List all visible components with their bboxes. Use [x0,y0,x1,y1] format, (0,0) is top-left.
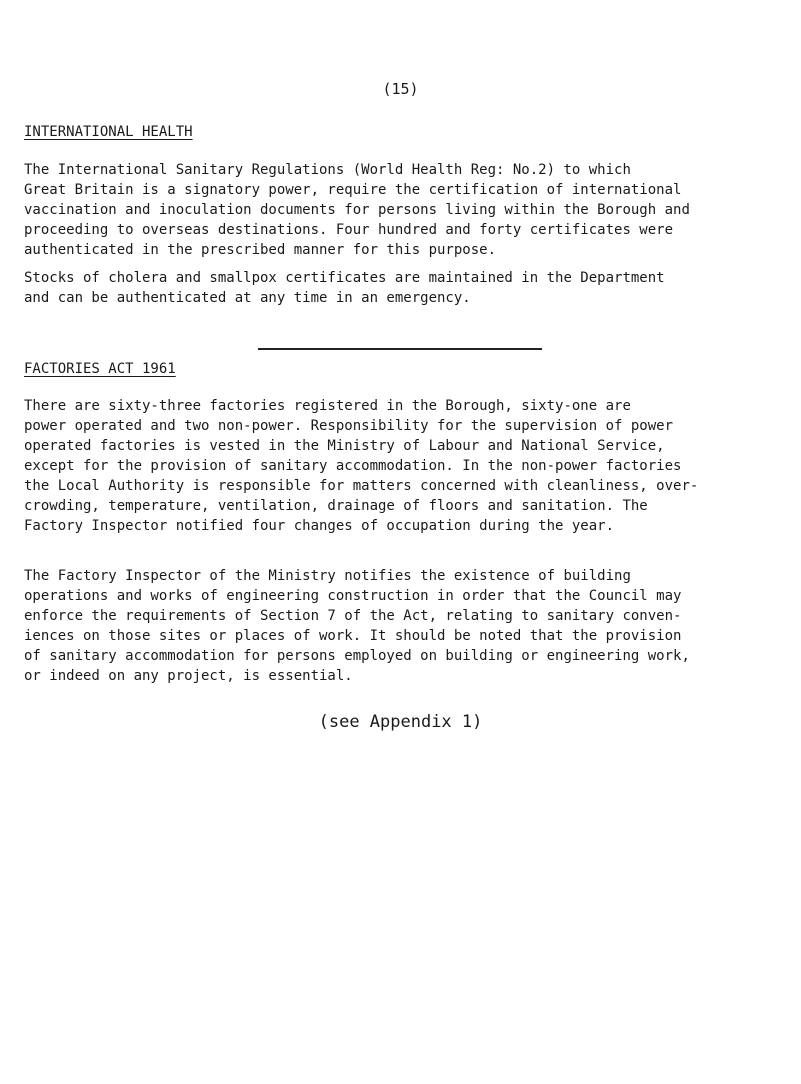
factories-act-paragraph-1: There are sixty-three factories registered in the Borough, sixty-one are power operated and two non-power. Responsibility for the supervision of power operated factories is vested in the Ministry of Labour and National Service, except for the provision of sanitary accommodation. In the non-power factories the Local Authority is responsible for matters concerned with cleanliness, over- crowding, temperature, ventilation, drainage of floors and sanitation. The Factory Inspector notified four changes of occupation during the year. [24,398,699,534]
page-number: (15) [382,80,419,98]
factories-act-paragraph-2: The Factory Inspector of the Ministry notifies the existence of building operations and works of engineering construction in order that the Council may enforce the requirements of Section 7 of the Act, relating to sanitary conven- iences on those sites or places of work. It should be noted that the provision of sanitary accommodation for persons employed on building or engineering work, or indeed on any project, is essential. [24,568,690,684]
section-divider [258,348,542,350]
international-health-paragraph-1: The International Sanitary Regulations (World Health Reg: No.2) to which Great Britain is a signatory power, require the certification of international vaccination and inoculation documents for persons living within the Borough and proceeding to overseas destinations. Four hundred and forty certificates were authenticated in the prescribed manner for this purpose. [24,162,690,258]
international-health-paragraph-2: Stocks of cholera and smallpox certificates are maintained in the Department and can be authenticated at any time in an emergency. [24,270,665,306]
section-heading-international-health: INTERNATIONAL HEALTH [24,124,193,140]
appendix-reference: (see Appendix 1) [318,712,483,732]
section-heading-factories-act: FACTORIES ACT 1961 [24,361,176,377]
